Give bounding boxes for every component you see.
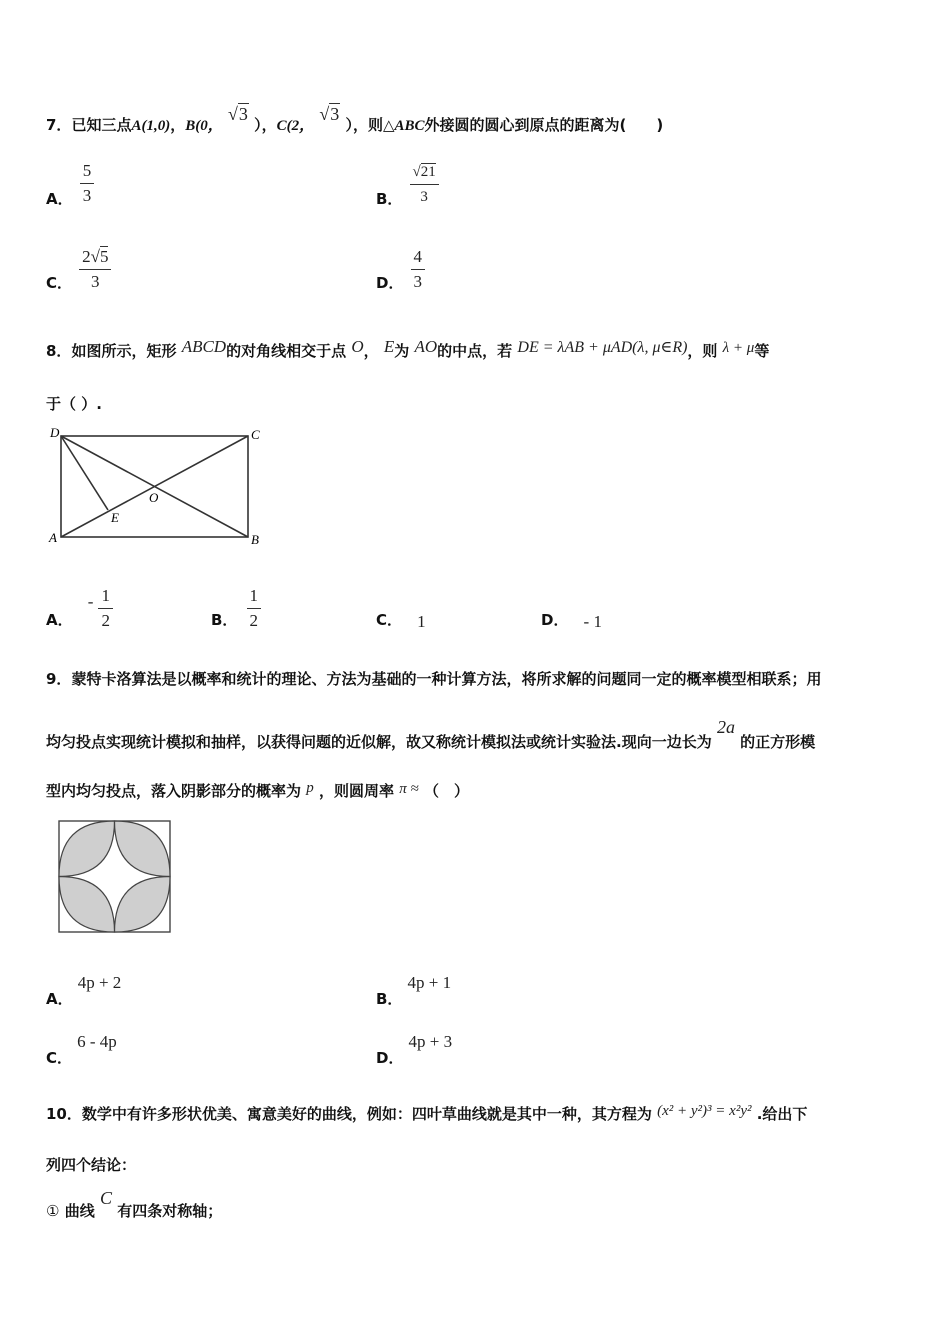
option-label: B． — [376, 990, 403, 1008]
vector-formula: DE = λAB + μAD(λ, μ∈R) — [517, 339, 688, 356]
option-label: A． — [46, 190, 73, 208]
fraction: $\frac{2√5}{3}$ — [79, 247, 111, 292]
fraction: $\frac{1}{2}$ — [98, 586, 113, 631]
math-sum: λ + μ — [722, 340, 755, 356]
option-value: 1 — [417, 612, 426, 631]
question-9-stem-line3 — [46, 780, 469, 801]
fraction: $\frac{5}{3}$ — [80, 161, 95, 206]
separator: ），则△ — [345, 116, 395, 134]
math-2a: 2a — [716, 717, 735, 737]
stem-text: 外接圆的圆心到原点的距离为( ) — [424, 116, 664, 134]
question-8-stem — [46, 337, 770, 361]
q7-option-a[interactable] — [46, 160, 94, 206]
stem-text: （ ） — [423, 782, 469, 800]
label-a: A — [49, 530, 57, 545]
question-8-stem-line2: 于（ ）. — [46, 395, 102, 413]
label-d: D — [50, 425, 60, 440]
stem-text: ，则 — [687, 342, 718, 360]
curve-equation: (x² + y²)³ = x²y² — [657, 1103, 752, 1119]
q8-option-b[interactable] — [211, 585, 261, 631]
sqrt-3-b: √3 — [227, 104, 248, 124]
stem-text: 已知三点 — [71, 116, 132, 134]
option-label: D． — [376, 1049, 404, 1067]
question-number: 8． — [46, 342, 72, 360]
option-label: D． — [541, 611, 569, 629]
stem-text: 有四条对称轴； — [117, 1202, 223, 1220]
stem-text: ，则圆周率 — [318, 782, 394, 800]
sqrt-3-c: √3 — [319, 104, 340, 124]
option-value: 4p + 1 — [407, 973, 452, 992]
separator: ， — [170, 116, 186, 134]
question-9-stem-line2 — [46, 717, 816, 752]
math-ao: AO — [414, 337, 438, 356]
label-b: B — [251, 532, 259, 547]
stem-text: 型内均匀投点，落入阴影部分的概率为 — [46, 782, 302, 800]
math-rect: ABCD — [181, 337, 227, 356]
q9-option-b[interactable] — [376, 972, 452, 1008]
question-number: 9． — [46, 670, 72, 688]
stem-text: 蒙特卡洛算法是以概率和统计的理论、方法为基础的一种计算方法，将所求解的问题同一定的概率模型相联系；用 — [71, 670, 822, 688]
q7-option-c[interactable] — [46, 246, 111, 292]
stem-text: 均匀投点实现统计模拟和抽样，以获得问题的近似解，故又称统计模拟法或统计实验法.现向一边长为 — [46, 733, 712, 751]
option-value: - 1 — [583, 612, 602, 631]
stem-text: 的正方形模 — [740, 733, 816, 751]
stem-text: 等 — [754, 342, 770, 360]
stem-text: 如图所示，矩形 — [71, 342, 177, 360]
option-label: B． — [376, 190, 403, 208]
q8-option-a[interactable] — [46, 585, 113, 631]
option-label: D． — [376, 274, 404, 292]
option-label: C． — [376, 611, 403, 629]
fraction: $\frac{√21}{3}$ — [410, 162, 439, 207]
point-b: B(0， — [185, 118, 223, 134]
stem-text: 的中点，若 — [437, 342, 513, 360]
q9-option-c[interactable] — [46, 1031, 117, 1067]
stem-text: 的对角线相交于点 — [226, 342, 347, 360]
point-c: C(2， — [276, 118, 315, 134]
q9-option-d[interactable] — [376, 1031, 453, 1067]
q8-option-c[interactable] — [376, 609, 426, 630]
separator: ）， — [254, 116, 277, 134]
question-number: 7． — [46, 116, 72, 134]
stem-text: 为 — [394, 342, 410, 360]
question-9-stem-line1 — [46, 668, 821, 689]
question-10-stem-line2: 列四个结论： — [46, 1156, 137, 1174]
option-label: A． — [46, 990, 73, 1008]
rectangle-figure — [46, 424, 268, 552]
math-pi: π ≈ — [399, 781, 419, 797]
point-a: A(1,0) — [131, 118, 171, 134]
q9-option-a[interactable] — [46, 972, 122, 1008]
fraction: $\frac{4}{3}$ — [411, 247, 426, 292]
option-label: C． — [46, 274, 73, 292]
q8-option-d[interactable] — [541, 609, 602, 630]
option-label: A． — [46, 611, 73, 629]
question-7-stem — [46, 104, 664, 135]
q7-option-d[interactable] — [376, 246, 425, 292]
math-o: O — [351, 337, 364, 356]
option-label: B． — [211, 611, 238, 629]
math-c: C — [99, 1188, 112, 1208]
segment-de — [61, 436, 108, 510]
question-number: 10． — [46, 1105, 82, 1123]
math-e: E — [383, 337, 395, 356]
label-e: E — [111, 510, 119, 525]
option-value: 4p + 3 — [408, 1032, 453, 1051]
option-value: 6 - 4p — [77, 1032, 117, 1051]
stem-text: 曲线 — [64, 1202, 95, 1220]
option-value: 4p + 2 — [77, 973, 122, 992]
label-c: C — [251, 427, 260, 442]
stem-text: 数学中有许多形状优美、寓意美好的曲线，例如：四叶草曲线就是其中一种，其方程为 — [81, 1105, 652, 1123]
label-o: O — [149, 490, 159, 505]
fraction: $\frac{1}{2}$ — [247, 586, 262, 631]
option-label: C． — [46, 1049, 73, 1067]
triangle-name: ABC — [394, 118, 425, 134]
question-10-stem-line1 — [46, 1103, 807, 1124]
square-figure — [58, 820, 172, 934]
math-p: p — [306, 780, 314, 796]
q7-option-b[interactable] — [376, 160, 439, 207]
question-10-item-1 — [46, 1188, 223, 1221]
item-number: ① — [46, 1202, 60, 1220]
minus-sign: - — [87, 592, 94, 611]
stem-text: .给出下 — [756, 1105, 808, 1123]
separator: ， — [363, 342, 379, 360]
